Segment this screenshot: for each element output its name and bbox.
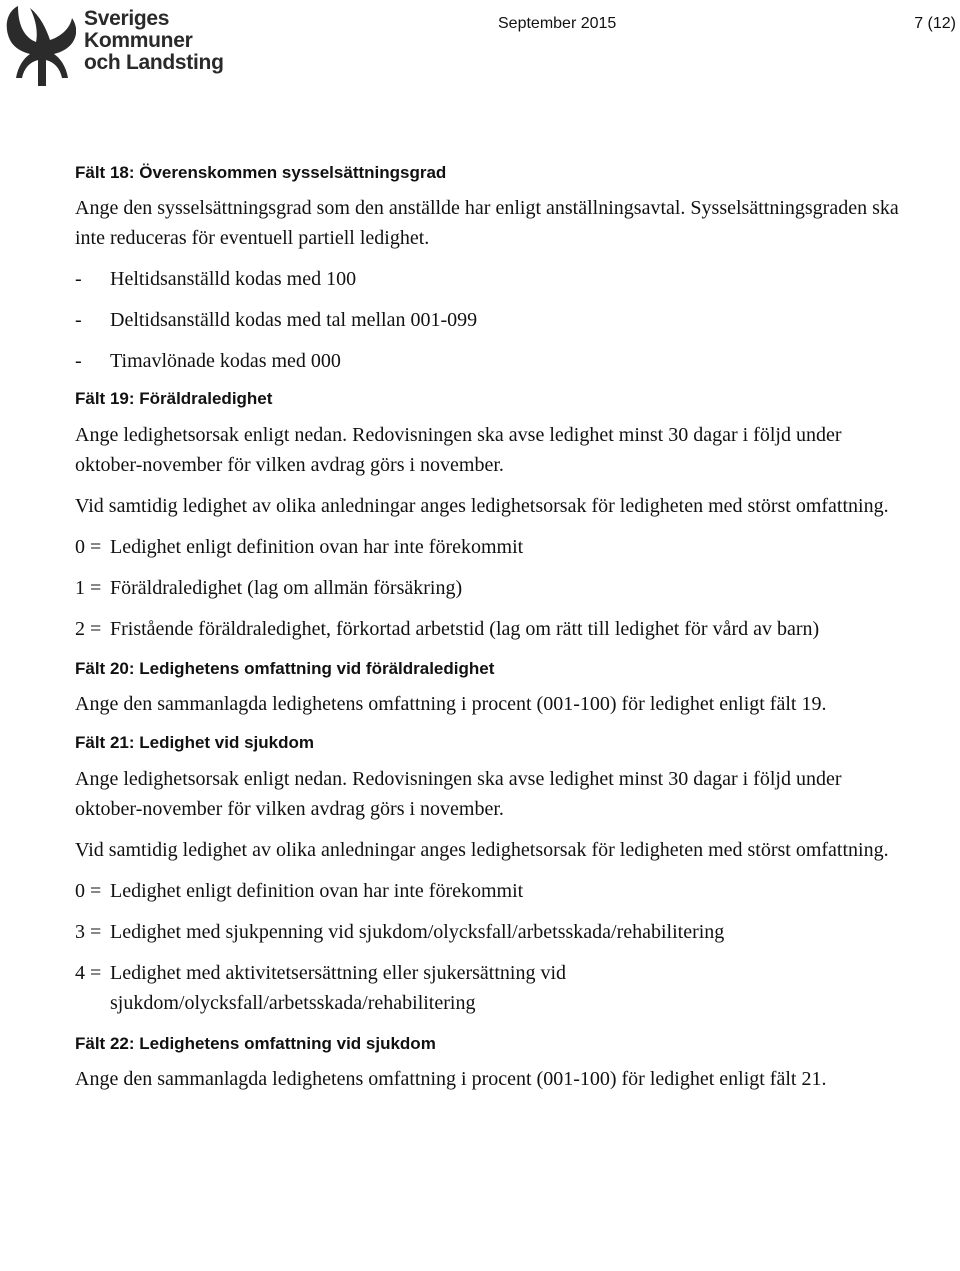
code-item bbox=[75, 876, 905, 906]
f19-text-1: Ange ledighetsorsak enligt nedan. Redovisningen ska avse ledighet minst 30 dagar i följd under oktober-november för vilken avdrag görs i november. bbox=[75, 424, 842, 476]
code-text: Ledighet enligt definition ovan har inte förekommit bbox=[110, 536, 524, 558]
code-text: Fristående föräldraledighet, förkortad arbetstid (lag om rätt till ledighet för vård av barn) bbox=[110, 618, 820, 640]
list-item bbox=[75, 346, 905, 376]
list-item-text: Heltidsanställd kodas med 100 bbox=[110, 268, 357, 290]
code-label: 0 = bbox=[75, 536, 107, 558]
code-item bbox=[75, 958, 905, 1018]
code-label: 2 = bbox=[75, 618, 107, 640]
code-item bbox=[75, 573, 905, 603]
logo bbox=[4, 2, 224, 88]
org-name bbox=[84, 8, 224, 74]
org-line-3: och Landsting bbox=[84, 51, 224, 74]
section-title-f19: Fält 19: Föräldraledighet bbox=[75, 389, 273, 408]
list-item-text: Deltidsanställd kodas med tal mellan 001-099 bbox=[110, 309, 478, 331]
section-title-f21: Fält 21: Ledighet vid sjukdom bbox=[75, 733, 314, 752]
dash-marker: - bbox=[75, 350, 82, 372]
f21-text-2: Vid samtidig ledighet av olika anledningar anges ledighetsorsak för ledigheten med störst omfattning. bbox=[75, 839, 889, 861]
code-text: Föräldraledighet (lag om allmän försäkring) bbox=[110, 577, 463, 599]
code-label: 0 = bbox=[75, 880, 107, 902]
list-item bbox=[75, 264, 905, 294]
section-title-f20: Fält 20: Ledighetens omfattning vid föräldraledighet bbox=[75, 659, 495, 678]
code-text: Ledighet med aktivitetsersättning eller sjukersättning vid sjukdom/olycksfall/arbetsskada/rehabilitering bbox=[110, 962, 566, 1014]
code-item bbox=[75, 614, 905, 644]
org-line-2: Kommuner bbox=[84, 29, 193, 52]
f21-text-1: Ange ledighetsorsak enligt nedan. Redovisningen ska avse ledighet minst 30 dagar i följd under oktober-november för vilken avdrag görs i november. bbox=[75, 768, 842, 820]
list-item bbox=[75, 305, 905, 335]
code-text: Ledighet med sjukpenning vid sjukdom/olycksfall/arbetsskada/rehabilitering bbox=[110, 921, 725, 943]
code-label: 4 = bbox=[75, 962, 107, 984]
section-title-f18: Fält 18: Överenskommen sysselsättningsgrad bbox=[75, 163, 447, 182]
code-item bbox=[75, 532, 905, 562]
section-title-f22: Fält 22: Ledighetens omfattning vid sjukdom bbox=[75, 1034, 436, 1053]
skl-emblem-icon bbox=[4, 2, 76, 88]
code-label: 1 = bbox=[75, 577, 107, 599]
f20-text: Ange den sammanlagda ledighetens omfattning i procent (001-100) för ledighet enligt fält 19. bbox=[75, 693, 827, 715]
list-item-text: Timavlönade kodas med 000 bbox=[110, 350, 341, 372]
f19-text-2: Vid samtidig ledighet av olika anledningar anges ledighetsorsak för ledigheten med störst omfattning. bbox=[75, 495, 889, 517]
dash-marker: - bbox=[75, 309, 82, 331]
page-number: 7 (12) bbox=[914, 15, 956, 32]
dash-marker: - bbox=[75, 268, 82, 290]
f22-text: Ange den sammanlagda ledighetens omfattning i procent (001-100) för ledighet enligt fält 21. bbox=[75, 1068, 827, 1090]
code-item bbox=[75, 917, 905, 947]
header-date: September 2015 bbox=[498, 15, 617, 32]
org-line-1: Sveriges bbox=[84, 7, 170, 30]
f18-text: Ange den sysselsättningsgrad som den anställde har enligt anställningsavtal. Sysselsättningsgraden ska inte reduceras för eventuell partiell ledighet. bbox=[75, 197, 899, 249]
code-label: 3 = bbox=[75, 921, 107, 943]
code-text: Ledighet enligt definition ovan har inte förekommit bbox=[110, 880, 524, 902]
document-body bbox=[75, 162, 905, 1094]
